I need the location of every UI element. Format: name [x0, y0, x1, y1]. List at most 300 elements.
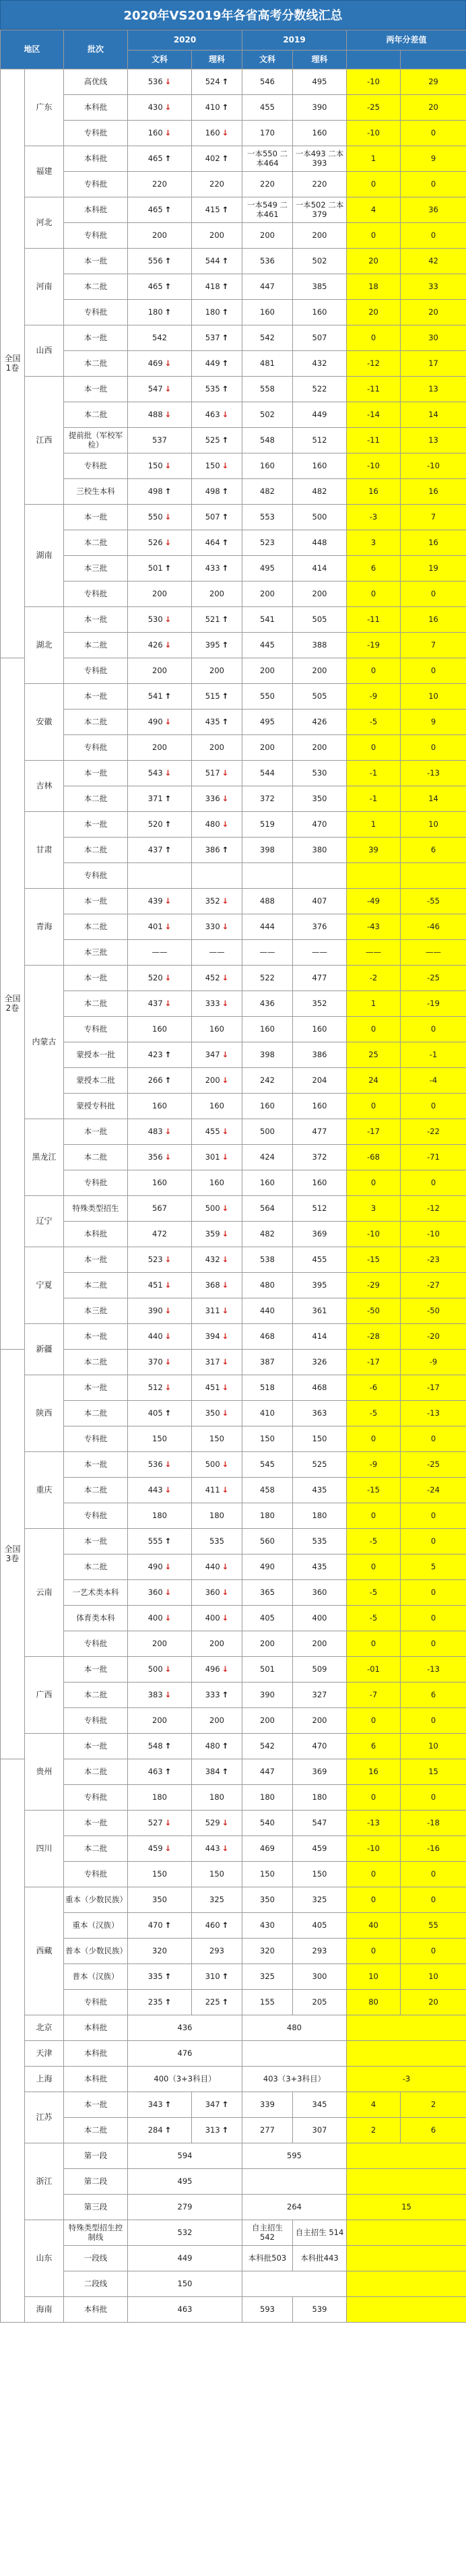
table-row [1, 1862, 466, 1887]
diff-wen: -1 [347, 761, 401, 786]
diff-li: 0 [401, 735, 466, 761]
score-2019-li: 372 [293, 1145, 347, 1170]
diff-wen: 40 [347, 1913, 401, 1939]
score-2019-wen: 160 [242, 453, 293, 479]
region-name: 浙江 [25, 2143, 64, 2220]
diff-merged [347, 2169, 466, 2195]
diff-li: -55 [401, 889, 466, 914]
batch-name: 本二批 [64, 786, 128, 812]
arrow-down-icon: ↓ [222, 767, 229, 778]
region-name: 山西 [25, 325, 64, 377]
score-2019-li: 386 [293, 1042, 347, 1068]
score-2020-wen-value: 235 [147, 1997, 163, 2007]
score-2019-li: 369 [293, 1759, 347, 1785]
score-2019-wen: 410 [242, 1401, 293, 1426]
arrow-up-icon: ↑ [222, 691, 229, 701]
score-2019-wen: 447 [242, 274, 293, 300]
arrow-down-icon: ↓ [222, 1843, 229, 1853]
score-2020-wen [128, 1119, 192, 1145]
score-2020-li-value: —— [209, 947, 225, 957]
score-2020-li [192, 1042, 242, 1068]
score-2020-wen [128, 95, 192, 121]
region-name: 吉林 [25, 761, 64, 812]
score-2020-wen-value: 180 [147, 307, 163, 317]
table-row [1, 2092, 466, 2118]
diff-wen: -15 [347, 1478, 401, 1503]
score-2020-wen-value: 498 [147, 486, 163, 496]
batch-name: 专科批 [64, 1631, 128, 1657]
score-2020-li-value: 496 [205, 1664, 220, 1674]
score-2020-wen-value: 200 [152, 742, 167, 752]
score-2020-li [192, 1606, 242, 1631]
score-2019-wen: 564 [242, 1196, 293, 1222]
header-batch: 批次 [64, 30, 128, 69]
score-2020-li [192, 556, 242, 582]
score-2019-wen: 558 [242, 377, 293, 402]
score-2020-wen [128, 1811, 192, 1836]
arrow-up-icon: ↑ [222, 716, 229, 726]
table-row [1, 1094, 466, 1119]
batch-name: 特殊类型招生控制线 [64, 2220, 128, 2246]
arrow-down-icon: ↓ [164, 1664, 172, 1674]
score-2020-li-value: 310 [205, 1971, 220, 1981]
table-row [1, 2246, 466, 2271]
table-row [1, 1606, 466, 1631]
score-2020-li-value: 160 [205, 127, 220, 137]
score-2020-li-value: 460 [205, 1920, 220, 1930]
score-2020-li [192, 2092, 242, 2118]
score-2019-wen: 523 [242, 530, 293, 556]
score-2020-merged: 495 [128, 2169, 242, 2195]
diff-wen: -25 [347, 95, 401, 121]
arrow-up-icon: ↑ [222, 1740, 229, 1751]
diff-li: 0 [401, 1017, 466, 1042]
score-2020-wen [128, 1734, 192, 1759]
table-row [1, 889, 466, 914]
score-2020-merged: 436 [128, 2015, 242, 2041]
score-2020-wen-value: 426 [147, 639, 163, 650]
score-2020-wen-value: 160 [152, 1024, 167, 1034]
diff-li: -17 [401, 1375, 466, 1401]
diff-wen: 6 [347, 1734, 401, 1759]
score-2019-wen: 160 [242, 300, 293, 325]
diff-li: -12 [401, 1196, 466, 1222]
score-2019-wen: 502 [242, 402, 293, 428]
table-row [1, 735, 466, 761]
score-2020-wen [128, 607, 192, 633]
score-2020-wen [128, 1683, 192, 1708]
score-2020-li-value: 350 [205, 1408, 220, 1418]
diff-wen: 16 [347, 479, 401, 505]
score-2020-wen [128, 1298, 192, 1324]
diff-li: -1 [401, 1042, 466, 1068]
arrow-up-icon: ↑ [222, 332, 229, 342]
score-2020-li [192, 1068, 242, 1094]
arrow-up-icon: ↑ [222, 1920, 229, 1930]
score-2020-wen-value: 537 [152, 435, 167, 445]
score-2019-wen: 200 [242, 735, 293, 761]
score-2020-li [192, 1683, 242, 1708]
table-row [1, 1529, 466, 1554]
score-2020-li-value: 515 [205, 691, 220, 701]
score-2019-li: 160 [293, 1017, 347, 1042]
score-2019-li: 160 [293, 453, 347, 479]
score-2020-wen [128, 249, 192, 274]
diff-wen: 0 [347, 1426, 401, 1452]
diff-li: 0 [401, 121, 466, 146]
score-2020-li-value: 325 [209, 1894, 224, 1904]
arrow-down-icon: ↓ [222, 998, 229, 1008]
batch-name: 本二批 [64, 1350, 128, 1375]
score-2020-wen [128, 428, 192, 453]
batch-name: 本三批 [64, 556, 128, 582]
score-2019-wen: 445 [242, 633, 293, 658]
score-2019-li: 455 [293, 1247, 347, 1273]
diff-wen: 0 [347, 658, 401, 684]
batch-name: 本一批 [64, 1375, 128, 1401]
diff-li: 0 [401, 1887, 466, 1913]
table-row [1, 1145, 466, 1170]
diff-wen: 0 [347, 1939, 401, 1964]
region-name: 新疆 [25, 1324, 64, 1375]
score-2020-li [192, 1964, 242, 1990]
arrow-down-icon: ↓ [164, 127, 172, 137]
score-2019-li: 150 [293, 1862, 347, 1887]
diff-li: -22 [401, 1119, 466, 1145]
table-row [1, 684, 466, 710]
score-2019-wen: 180 [242, 1785, 293, 1811]
batch-name: 专科批 [64, 1017, 128, 1042]
score-2020-merged: 449 [128, 2246, 242, 2271]
table-row [1, 863, 466, 889]
arrow-down-icon: ↓ [222, 921, 229, 931]
score-2019-wen: 405 [242, 1606, 293, 1631]
region-name: 河南 [25, 249, 64, 325]
score-2019-li: 388 [293, 633, 347, 658]
group-label: 全国3卷 [1, 1350, 25, 1759]
diff-li: 10 [401, 1734, 466, 1759]
arrow-down-icon: ↓ [222, 896, 229, 906]
score-2019-wen: 387 [242, 1350, 293, 1375]
table-row [1, 1657, 466, 1683]
score-2019-wen: 150 [242, 1862, 293, 1887]
score-2020-li [192, 1350, 242, 1375]
batch-name: 本一批 [64, 684, 128, 710]
score-2020-wen [128, 146, 192, 172]
batch-name: 第三段 [64, 2195, 128, 2220]
score-2019-li: 204 [293, 1068, 347, 1094]
score-2020-wen-value: 180 [152, 1792, 167, 1802]
score-2019-li: 477 [293, 966, 347, 991]
score-2020-wen-value: 266 [147, 1075, 163, 1085]
score-2020-li [192, 838, 242, 863]
score-2019-wen: 500 [242, 1119, 293, 1145]
arrow-up-icon: ↑ [222, 563, 229, 573]
score-2020-wen-value: 335 [147, 1971, 163, 1981]
score-2020-li-value: 359 [205, 1228, 220, 1238]
diff-li: -20 [401, 1324, 466, 1350]
table-row [1, 1247, 466, 1273]
score-2020-wen [128, 274, 192, 300]
score-2020-li [192, 351, 242, 377]
score-2019-li: 407 [293, 889, 347, 914]
score-2019-li: 502 [293, 249, 347, 274]
diff-li: -18 [401, 1811, 466, 1836]
batch-name: 本一批 [64, 1452, 128, 1478]
score-2020-wen-value: 470 [147, 1920, 163, 1930]
batch-name: 本科批 [64, 2041, 128, 2067]
score-2020-li [192, 402, 242, 428]
batch-name: 本二批 [64, 351, 128, 377]
score-2019-wen: 518 [242, 1375, 293, 1401]
diff-wen: 0 [347, 1631, 401, 1657]
header-2020-wen: 文科 [128, 51, 192, 69]
arrow-down-icon: ↓ [164, 1459, 172, 1469]
diff-li: 20 [401, 1990, 466, 2015]
batch-name: 本科批 [64, 95, 128, 121]
score-2020-li-value: 452 [205, 972, 220, 982]
score-2019-li: 200 [293, 735, 347, 761]
score-2019-li: 432 [293, 351, 347, 377]
score-2020-li [192, 69, 242, 95]
score-2019-wen: 200 [242, 658, 293, 684]
batch-name: 专科批 [64, 1708, 128, 1734]
score-2019-wen: 150 [242, 1426, 293, 1452]
arrow-up-icon: ↑ [222, 486, 229, 496]
score-2020-wen-value: 512 [147, 1382, 163, 1392]
table-row [1, 1913, 466, 1939]
diff-li: 0 [401, 1862, 466, 1887]
score-2020-li [192, 710, 242, 735]
score-2019-wen [242, 863, 293, 889]
score-2020-li [192, 1196, 242, 1222]
score-2019-li: 150 [293, 1426, 347, 1452]
score-2019-li: 380 [293, 838, 347, 863]
score-2020-wen-value: 160 [147, 127, 163, 137]
batch-name: 本一批 [64, 2092, 128, 2118]
region-name: 甘肃 [25, 812, 64, 889]
header-region: 地区 [1, 30, 64, 69]
score-2020-wen [128, 1324, 192, 1350]
diff-li: 6 [401, 838, 466, 863]
score-2020-li [192, 1324, 242, 1350]
arrow-up-icon: ↑ [222, 307, 229, 317]
score-2020-li [192, 377, 242, 402]
score-2020-wen [128, 1068, 192, 1094]
diff-wen: 0 [347, 1887, 401, 1913]
diff-li: -9 [401, 1350, 466, 1375]
score-2020-wen [128, 300, 192, 325]
diff-li: -16 [401, 1836, 466, 1862]
diff-merged [347, 2041, 466, 2067]
score-2019-wen: 372 [242, 786, 293, 812]
score-2020-li [192, 786, 242, 812]
arrow-down-icon: ↓ [164, 460, 172, 470]
table-row [1, 1990, 466, 2015]
score-2020-li-value: 200 [205, 1075, 220, 1085]
diff-li: -4 [401, 1068, 466, 1094]
batch-name: 本一批 [64, 1811, 128, 1836]
arrow-up-icon: ↑ [222, 153, 229, 163]
batch-name: 特殊类型招生 [64, 1196, 128, 1222]
score-2020-wen-value: 390 [147, 1305, 163, 1315]
diff-wen: —— [347, 940, 401, 966]
score-2019-li: 352 [293, 991, 347, 1017]
arrow-down-icon: ↓ [222, 1408, 229, 1418]
arrow-down-icon: ↓ [222, 1484, 229, 1495]
score-2020-wen-value: 490 [147, 716, 163, 726]
score-2020-wen-value: 400 [147, 1612, 163, 1623]
score-2020-li [192, 1939, 242, 1964]
table-row [1, 402, 466, 428]
arrow-down-icon: ↓ [164, 1331, 172, 1341]
score-2020-li-value: 311 [205, 1305, 220, 1315]
arrow-up-icon: ↑ [164, 1997, 172, 2007]
group-label: 全国2卷 [1, 658, 25, 1350]
batch-name: 本一批 [64, 1247, 128, 1273]
score-2020-wen [128, 479, 192, 505]
batch-name: 本一批 [64, 761, 128, 786]
score-2020-wen [128, 1529, 192, 1554]
arrow-down-icon: ↓ [164, 1356, 172, 1366]
score-2020-li [192, 249, 242, 274]
region-name: 天津 [25, 2041, 64, 2067]
arrow-up-icon: ↑ [222, 2125, 229, 2135]
table-row [1, 1350, 466, 1375]
diff-wen: 0 [347, 1503, 401, 1529]
score-2020-wen-value: 200 [152, 665, 167, 675]
batch-name: 专科批 [64, 863, 128, 889]
table-row [1, 2015, 466, 2041]
diff-wen: -10 [347, 1836, 401, 1862]
score-2019-li: 426 [293, 710, 347, 735]
score-2020-wen [128, 710, 192, 735]
score-2019-li: 160 [293, 1170, 347, 1196]
batch-name: 本二批 [64, 1478, 128, 1503]
arrow-up-icon: ↑ [222, 614, 229, 624]
batch-name: 本三批 [64, 940, 128, 966]
score-2020-wen [128, 1196, 192, 1222]
score-2019-wen: 542 [242, 1734, 293, 1759]
score-2020-wen [128, 1785, 192, 1811]
score-2019-li: 180 [293, 1503, 347, 1529]
score-2020-wen-value: 520 [147, 819, 163, 829]
score-2019-li: 522 [293, 377, 347, 402]
arrow-down-icon: ↓ [222, 1280, 229, 1290]
diff-wen: 3 [347, 1196, 401, 1222]
score-2019-wen: 242 [242, 1068, 293, 1094]
score-2020-wen-value: 405 [147, 1408, 163, 1418]
arrow-up-icon: ↑ [164, 1536, 172, 1546]
score-2019-wen: 593 [242, 2297, 293, 2323]
table-row [1, 1503, 466, 1529]
score-2020-wen [128, 1042, 192, 1068]
diff-wen: 0 [347, 1785, 401, 1811]
arrow-down-icon: ↓ [164, 998, 172, 1008]
score-2020-wen-value: 536 [147, 76, 163, 86]
score-2020-li [192, 530, 242, 556]
arrow-down-icon: ↓ [222, 1228, 229, 1238]
batch-name: 本一批 [64, 505, 128, 530]
score-2020-li-value: 440 [205, 1561, 220, 1571]
score-2020-wen [128, 1606, 192, 1631]
arrow-down-icon: ↓ [164, 1254, 172, 1264]
score-2020-li [192, 453, 242, 479]
group-label: 全国1卷 [1, 69, 25, 658]
arrow-up-icon: ↑ [222, 358, 229, 368]
arrow-up-icon: ↑ [222, 281, 229, 291]
batch-name: 本二批 [64, 1401, 128, 1426]
score-2020-wen [128, 69, 192, 95]
batch-name: 专科批 [64, 1785, 128, 1811]
diff-li: 29 [401, 69, 466, 95]
score-2020-li-value: 517 [205, 767, 220, 778]
score-2020-li [192, 1708, 242, 1734]
score-2019-li: 385 [293, 274, 347, 300]
table-row [1, 2297, 466, 2323]
score-2020-li [192, 223, 242, 249]
score-2019-wen: 自主招生 542 [242, 2220, 293, 2246]
score-2019-li: 220 [293, 172, 347, 197]
score-2020-wen [128, 1273, 192, 1298]
score-2020-li [192, 1990, 242, 2015]
score-2020-li [192, 1145, 242, 1170]
arrow-up-icon: ↑ [164, 281, 172, 291]
score-2020-wen-value: 200 [152, 1638, 167, 1648]
score-2019-wen: 180 [242, 1503, 293, 1529]
score-2020-wen-value: 556 [147, 255, 163, 265]
table-row [1, 1298, 466, 1324]
arrow-down-icon: ↓ [222, 1305, 229, 1315]
diff-li: 16 [401, 607, 466, 633]
score-2019-wen: —— [242, 940, 293, 966]
arrow-down-icon: ↓ [222, 972, 229, 982]
score-2019-li: 350 [293, 786, 347, 812]
score-2020-li [192, 146, 242, 172]
score-2020-li-value: 544 [205, 255, 220, 265]
score-2020-li [192, 761, 242, 786]
score-2020-li-value: 200 [209, 1638, 224, 1648]
batch-name: 专科批 [64, 1170, 128, 1196]
score-2020-wen [128, 1222, 192, 1247]
score-2019-wen: 482 [242, 1222, 293, 1247]
batch-name: 重本（少数民族） [64, 1887, 128, 1913]
score-2020-li [192, 1657, 242, 1683]
score-2019-merged: 403（3+3科目） [242, 2067, 347, 2092]
diff-li: 0 [401, 1170, 466, 1196]
score-2020-li [192, 914, 242, 940]
score-2020-li-value: 180 [209, 1792, 224, 1802]
score-2019-wen: 350 [242, 1887, 293, 1913]
table-row [1, 479, 466, 505]
score-2020-li-value: 394 [205, 1331, 220, 1341]
diff-wen: 0 [347, 735, 401, 761]
score-2019-li: 449 [293, 402, 347, 428]
diff-wen: 1 [347, 812, 401, 838]
diff-wen: -12 [347, 351, 401, 377]
score-2019-li: 180 [293, 1785, 347, 1811]
table-row [1, 2271, 466, 2297]
diff-li: -27 [401, 1273, 466, 1298]
score-2020-wen [128, 838, 192, 863]
score-2020-li-value: 443 [205, 1843, 220, 1853]
arrow-up-icon: ↑ [222, 2099, 229, 2109]
score-2020-merged: 150 [128, 2271, 242, 2297]
score-2020-li [192, 1478, 242, 1503]
batch-name: 普本（汉族） [64, 1964, 128, 1990]
diff-li: -13 [401, 761, 466, 786]
header-2019: 2019 [242, 30, 347, 51]
